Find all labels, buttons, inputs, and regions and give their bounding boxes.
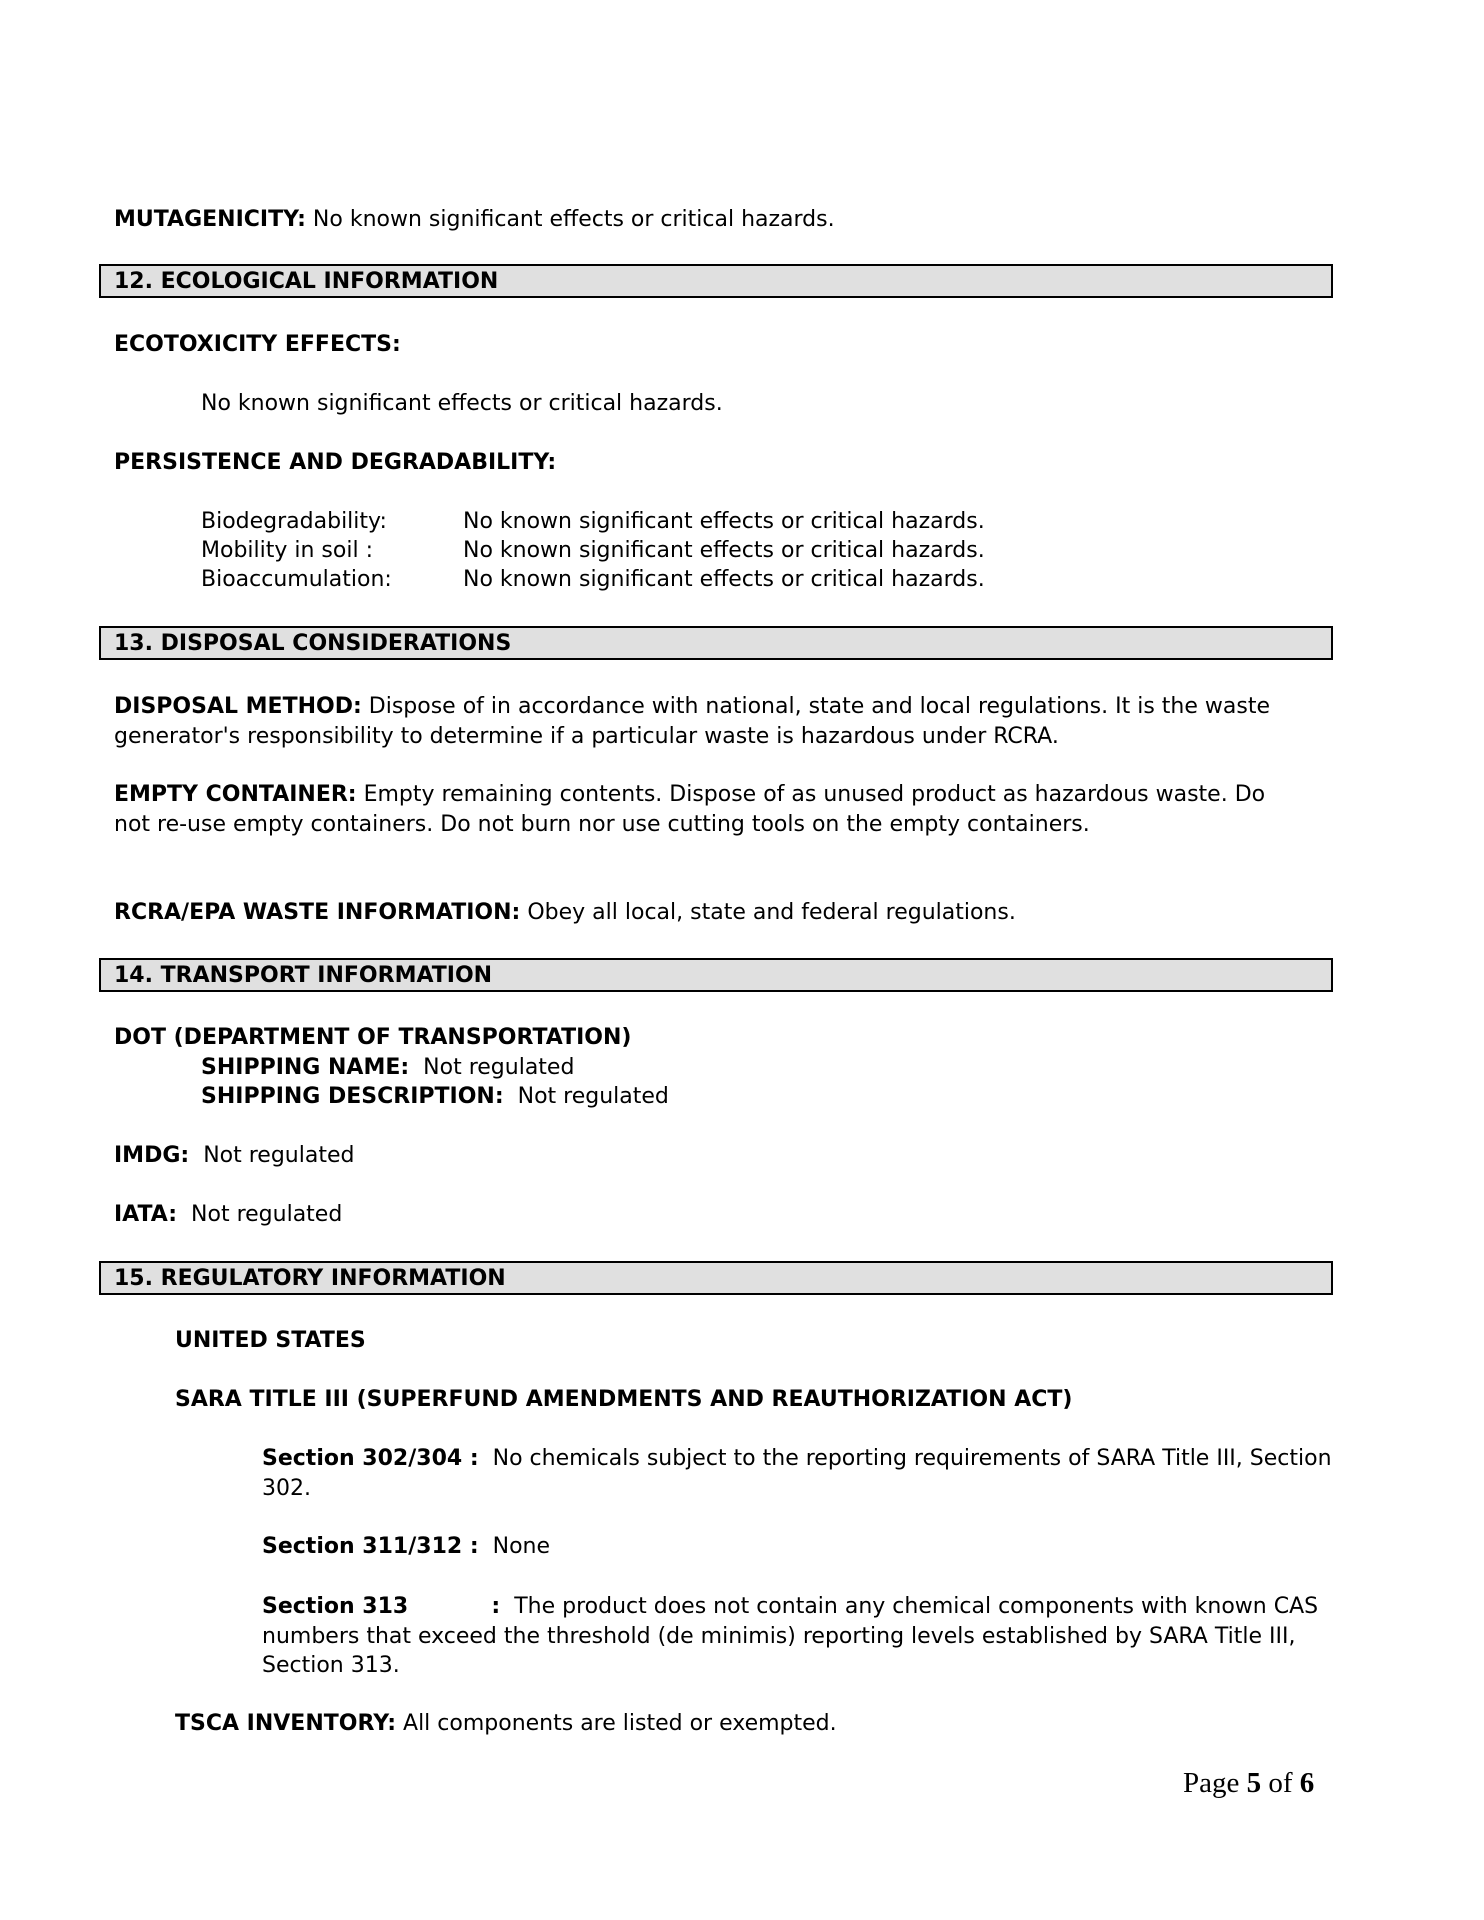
imdg (114, 1141, 354, 1170)
tsca-value: All components are listed or exempted. (403, 1711, 837, 1736)
empty-container-value: Empty remaining contents. Dispose of as unused product as hazardous waste. Do not re-use empty containers. Do not burn nor use cutting tools on the empty containers. (114, 782, 1266, 837)
section-title: 14. TRANSPORT INFORMATION (114, 963, 493, 988)
imdg-label: IMDG: (114, 1143, 190, 1168)
page-word: Page (1183, 1767, 1240, 1799)
sec311-value: None (492, 1534, 551, 1559)
sec313-colon: : (491, 1594, 501, 1619)
sec313-value: The product does not contain any chemical components with known CAS numbers that exceed the threshold (de minimis) reporting levels established by SARA Title III, Section 313. (262, 1594, 1319, 1678)
disposal-method-value: Dispose of in accordance with national, state and local regulations. It is the waste generator's responsibility to determine if a particular waste is hazardous under RCRA. (114, 694, 1270, 749)
shipping-description (201, 1082, 669, 1111)
sec302-value: No chemicals subject to the reporting requirements of SARA Title III, Section 302. (262, 1446, 1332, 1501)
section-302-304 (262, 1444, 1382, 1503)
section-title: 15. REGULATORY INFORMATION (114, 1266, 506, 1291)
shipping-desc-label: SHIPPING DESCRIPTION: (201, 1084, 504, 1109)
persistence-label: PERSISTENCE AND DEGRADABILITY: (114, 450, 557, 475)
section-title: 13. DISPOSAL CONSIDERATIONS (114, 631, 512, 656)
tsca-inventory (175, 1709, 837, 1738)
ecotoxicity-value: No known significant effects or critical hazards. (201, 391, 723, 416)
page-current: 5 (1246, 1767, 1262, 1799)
section-header-transport (99, 958, 1333, 992)
shipping-desc-value: Not regulated (517, 1084, 669, 1109)
mutagenicity-label: MUTAGENICITY: (114, 207, 306, 232)
rcra-label: RCRA/EPA WASTE INFORMATION: (114, 900, 521, 925)
sec313-label: Section 313 (262, 1594, 409, 1619)
disposal-method (114, 692, 1339, 751)
imdg-value: Not regulated (203, 1143, 355, 1168)
persistence-row-value: No known significant effects or critical hazards. (463, 538, 985, 563)
shipping-name (201, 1053, 574, 1082)
rcra-value: Obey all local, state and federal regulations. (527, 900, 1016, 925)
empty-container (114, 780, 1294, 839)
sec311-label: Section 311/312 : (262, 1534, 479, 1559)
section-311-312 (262, 1532, 550, 1561)
page-number (1183, 1767, 1314, 1800)
mutagenicity-line (114, 205, 835, 234)
iata (114, 1200, 342, 1229)
country-heading: UNITED STATES (175, 1328, 366, 1353)
shipping-name-label: SHIPPING NAME: (201, 1055, 410, 1080)
dot-label: DOT (DEPARTMENT OF TRANSPORTATION) (114, 1025, 632, 1050)
ecotoxicity-label: ECOTOXICITY EFFECTS: (114, 332, 401, 357)
disposal-method-label: DISPOSAL METHOD: (114, 694, 362, 719)
shipping-name-value: Not regulated (423, 1055, 575, 1080)
tsca-label: TSCA INVENTORY: (175, 1711, 397, 1736)
persistence-row-label: Biodegradability: (201, 509, 387, 534)
iata-value: Not regulated (191, 1202, 343, 1227)
page-total: 6 (1299, 1767, 1315, 1799)
rcra-info (114, 898, 1016, 927)
section-title: 12. ECOLOGICAL INFORMATION (114, 269, 499, 294)
section-header-regulatory (99, 1261, 1333, 1295)
persistence-row-label: Mobility in soil : (201, 538, 373, 563)
mutagenicity-value: No known significant effects or critical hazards. (312, 207, 835, 232)
persistence-row-label: Bioaccumulation: (201, 567, 392, 592)
section-header-ecological (99, 264, 1333, 298)
section-header-disposal (99, 626, 1333, 660)
persistence-row-value: No known significant effects or critical hazards. (463, 509, 985, 534)
iata-label: IATA: (114, 1202, 178, 1227)
section-313 (262, 1592, 1382, 1681)
persistence-row-value: No known significant effects or critical hazards. (463, 567, 985, 592)
of-word: of (1268, 1767, 1293, 1799)
sara-heading: SARA TITLE III (SUPERFUND AMENDMENTS AND REAUTHORIZATION ACT) (175, 1387, 1073, 1412)
empty-container-label: EMPTY CONTAINER: (114, 782, 357, 807)
sec302-label: Section 302/304 : (262, 1446, 479, 1471)
